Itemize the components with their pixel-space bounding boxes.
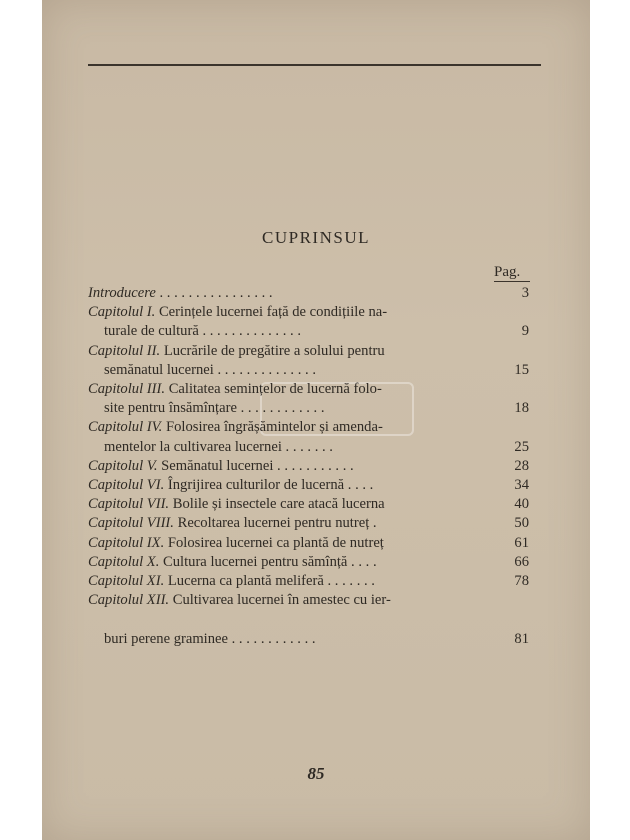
toc-entry-label <box>88 438 501 457</box>
toc-leader-dots: . <box>369 515 377 532</box>
toc-entry <box>88 476 529 495</box>
toc-entry <box>88 438 529 457</box>
page-number: 85 <box>307 764 325 783</box>
toc-chapter-label: Capitolul VIII. <box>88 515 174 532</box>
book-page <box>42 0 590 840</box>
toc-entry <box>88 591 529 610</box>
toc-page-number: 81 <box>514 630 529 647</box>
toc-chapter-label: Capitolul IX. <box>88 534 165 551</box>
toc-chapter-title: turale de cultură <box>104 323 199 340</box>
toc-entry-label <box>88 514 501 533</box>
toc-page-number: 34 <box>514 477 529 494</box>
toc-leader-dots: . . . . . . . . . . . . <box>236 400 325 417</box>
toc-entry <box>88 361 529 380</box>
toc-entry-label <box>88 399 501 418</box>
toc-entry <box>88 322 529 341</box>
toc-page-number: 78 <box>514 573 529 590</box>
toc-leader-dots: . . . . . . . . . . . . <box>227 630 316 647</box>
toc-entry-label <box>88 495 501 514</box>
toc-chapter-label: Capitolul X. <box>88 553 160 570</box>
table-of-contents <box>88 284 529 649</box>
pag-underline <box>494 281 530 282</box>
toc-entry <box>88 303 529 322</box>
toc-page-number <box>501 380 529 399</box>
toc-entry <box>88 399 529 418</box>
toc-entry <box>88 514 529 533</box>
toc-chapter-title: Lucrările de pregătire a solului pentru <box>163 342 385 359</box>
toc-page-number: 66 <box>514 553 529 570</box>
toc-entry <box>88 418 529 437</box>
toc-page-number: 3 <box>521 285 529 301</box>
toc-entry-label <box>88 380 501 399</box>
toc-chapter-label: Capitolul XII. <box>88 592 170 609</box>
toc-chapter-label: Introducere <box>88 285 156 301</box>
toc-chapter-title: Folosirea lucernei ca plantă de nutreț <box>167 534 384 551</box>
toc-chapter-title: Calitatea semințelor de lucernă folo- <box>168 381 382 398</box>
toc-entry-label <box>88 322 501 341</box>
toc-chapter-label: Capitolul III. <box>88 381 166 398</box>
toc-leader-dots: . . . . <box>347 553 377 570</box>
toc-page-number <box>501 342 529 361</box>
toc-page-number: 25 <box>514 438 529 455</box>
toc-chapter-title: Semănatul lucernei <box>161 457 274 474</box>
toc-entry <box>88 630 529 649</box>
toc-chapter-label: Capitolul XI. <box>88 573 165 590</box>
pag-column-header: Pag. <box>494 264 521 280</box>
toc-entry-label <box>88 303 501 322</box>
toc-entry-label <box>88 553 501 572</box>
toc-entry-label <box>88 284 501 303</box>
toc-entry-label <box>88 534 501 553</box>
toc-entry <box>88 380 529 399</box>
toc-gap <box>88 610 529 629</box>
toc-page-number <box>501 418 529 437</box>
toc-chapter-title: Cultivarea lucernei în amestec cu ier- <box>172 592 391 609</box>
toc-page-number: 18 <box>514 400 529 417</box>
toc-page-number: 61 <box>514 534 529 551</box>
toc-page-number <box>501 591 529 610</box>
toc-chapter-title: buri perene graminee <box>104 630 228 647</box>
toc-entry <box>88 457 529 476</box>
toc-chapter-title: site pentru însămînțare <box>104 400 237 417</box>
toc-entry <box>88 534 529 553</box>
toc-chapter-label: Capitolul V. <box>88 457 158 474</box>
toc-leader-dots: . . . . . . . <box>281 438 333 455</box>
toc-entry <box>88 495 529 514</box>
toc-entry-label <box>88 361 501 380</box>
top-rule <box>88 64 541 66</box>
toc-leader-dots: . . . . . . . . . . . . . . <box>213 361 316 378</box>
toc-entry-label <box>88 342 501 361</box>
toc-chapter-title: mentelor la cultivarea lucernei <box>104 438 282 455</box>
toc-chapter-label: Capitolul I. <box>88 304 156 321</box>
toc-leader-dots: . . . . . . . . . . . <box>273 457 354 474</box>
toc-chapter-label: Capitolul IV. <box>88 419 163 436</box>
toc-page-number: 28 <box>514 457 529 474</box>
toc-entry-label <box>88 591 501 610</box>
toc-page-number <box>501 303 529 322</box>
toc-entry <box>88 572 529 591</box>
toc-chapter-title: Folosirea îngrășămintelor și amenda- <box>166 419 383 436</box>
toc-entry-label <box>88 476 501 495</box>
toc-entry <box>88 284 529 303</box>
toc-entry-label <box>88 572 501 591</box>
toc-chapter-title: Îngrijirea culturilor de lucernă <box>167 477 345 494</box>
toc-entry <box>88 342 529 361</box>
toc-chapter-title: Bolile și insectele care atacă lucerna <box>172 496 385 513</box>
toc-chapter-label: Capitolul II. <box>88 342 161 359</box>
toc-entry-label <box>88 457 501 476</box>
toc-leader-dots: . . . . . . . . . . . . . . . . <box>159 285 273 301</box>
toc-chapter-title: Cerințele lucernei față de condițiile na- <box>158 304 388 321</box>
toc-chapter-title: Lucerna ca plantă meliferă <box>167 573 324 590</box>
toc-entry-label <box>88 418 501 437</box>
toc-page-number: 15 <box>514 361 529 378</box>
toc-leader-dots: . . . . . . . . . . . . . . <box>198 323 301 340</box>
toc-chapter-title: Cultura lucernei pentru sămînță <box>163 553 348 570</box>
toc-chapter-title: semănatul lucernei <box>104 361 214 378</box>
toc-page-number: 40 <box>514 496 529 513</box>
toc-page-number: 9 <box>521 323 529 340</box>
toc-leader-dots: . . . . . . . <box>323 573 375 590</box>
page-title: CUPRINSUL <box>262 228 370 247</box>
toc-leader-dots: . . . . <box>344 477 374 494</box>
toc-page-number: 50 <box>514 515 529 532</box>
toc-chapter-label: Capitolul VI. <box>88 477 165 494</box>
toc-entry-label <box>88 630 501 649</box>
toc-chapter-title: Recoltarea lucernei pentru nutreț <box>177 515 370 532</box>
toc-chapter-label: Capitolul VII. <box>88 496 170 513</box>
toc-entry <box>88 553 529 572</box>
